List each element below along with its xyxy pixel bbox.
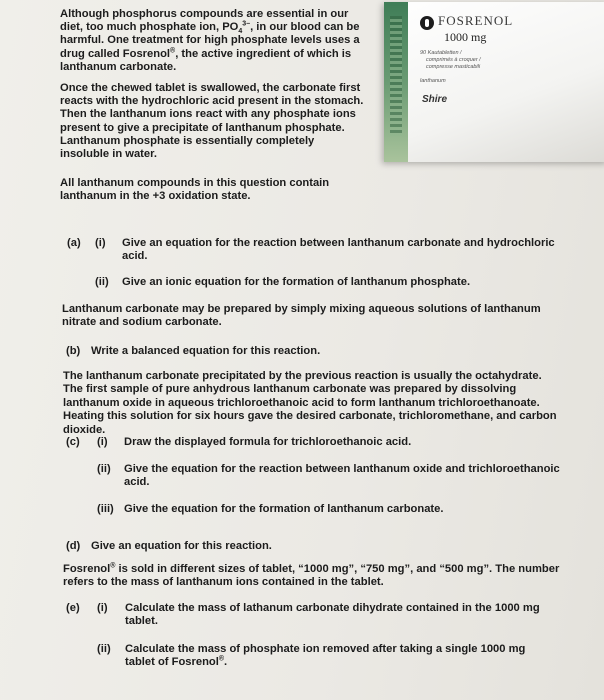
paragraph-before-c: The lanthanum carbonate precipitated by the previous reaction is usually the octahydrate. The first sample of pure anhydrous lanthanum carbonate was prepared by dissolving lanthanum oxide in aqueous trichloroethanoic acid to form lanthanum trichloroethanoate. Heating this solution for six hours gave the desired carbonate, trichloromethane, and carbon dioxide.: [63, 370, 557, 436]
intro-paragraph-2: Once the chewed tablet is swallowed, the carbonate first reacts with the hydrochloric acid present in the stomach. Then the lanthanum ions react with any phosphate ions present to give a precipitate of lanthanum phosphate. Lanthanum phosphate is essentially completely insoluble in water.: [60, 82, 364, 161]
paragraph-before-e: Fosrenol® is sold in different sizes of tablet, “1000 mg”, “750 mg”, and “500 mg”. The number refers to the mass of lanthanum ions contained in the tablet.: [63, 562, 560, 589]
question-c-i-label: (i): [97, 436, 108, 448]
question-d: Give an equation for this reaction.: [91, 540, 272, 552]
fosrenol-box-image: [384, 2, 604, 162]
question-a-i-label: (i): [95, 237, 106, 249]
question-d-label: (d): [66, 540, 81, 552]
question-b-label: (b): [66, 345, 81, 357]
question-e-ii: Calculate the mass of phosphate ion removed after taking a single 1000 mg tablet of Fosrenol®.: [125, 643, 526, 669]
question-e-i-label: (i): [97, 602, 108, 614]
intro-paragraph-1: Although phosphorus compounds are essential in our diet, too much phosphate ion, $PO_4^{3-}$, in our blood can be harmful. One treatment for high phosphate levels uses a drug called Fosrenol®, the active ingredient of which is lanthanum carbonate.: [60, 8, 360, 73]
question-e-label: (e): [66, 602, 80, 614]
question-b: Write a balanced equation for this reaction.: [91, 345, 321, 357]
fosrenol-logo-icon: [420, 16, 434, 30]
box-dose: 1000 mg: [444, 30, 487, 44]
box-text-3: compresse masticabili: [426, 64, 481, 70]
question-c-label: (c): [66, 436, 80, 448]
question-c-ii-label: (ii): [97, 463, 111, 475]
question-a-ii: Give an ionic equation for the formation of lanthanum phosphate.: [122, 276, 471, 288]
box-text-4: lanthanum: [420, 78, 446, 84]
box-brand: FOSRENOL: [438, 13, 514, 28]
intro-paragraph-3: All lanthanum compounds in this question contain lanthanum in the +3 oxidation state.: [60, 177, 330, 203]
box-text-1: 90 Kautabletten /: [420, 50, 462, 56]
box-maker-logo: Shire: [422, 94, 448, 105]
question-e-i: Calculate the mass of lathanum carbonate dihydrate contained in the 1000 mg tablet.: [125, 602, 540, 628]
question-c-iii: Give the equation for the formation of lanthanum carbonate.: [124, 503, 444, 515]
box-text-2: comprimés à croquer /: [426, 57, 481, 63]
question-c-iii-label: (iii): [97, 503, 114, 515]
question-c-i: Draw the displayed formula for trichloroethanoic acid.: [124, 436, 412, 448]
question-a-i: Give an equation for the reaction between lanthanum carbonate and hydrochloric acid.: [122, 237, 555, 263]
question-e-ii-label: (ii): [97, 643, 111, 655]
paragraph-before-b: Lanthanum carbonate may be prepared by simply mixing aqueous solutions of lanthanum nitrate and sodium carbonate.: [62, 303, 541, 329]
question-a-label: (a): [67, 237, 81, 249]
question-a-ii-label: (ii): [95, 276, 109, 288]
question-c-ii: Give the equation for the reaction between lanthanum oxide and trichloroethanoic acid.: [124, 463, 560, 489]
